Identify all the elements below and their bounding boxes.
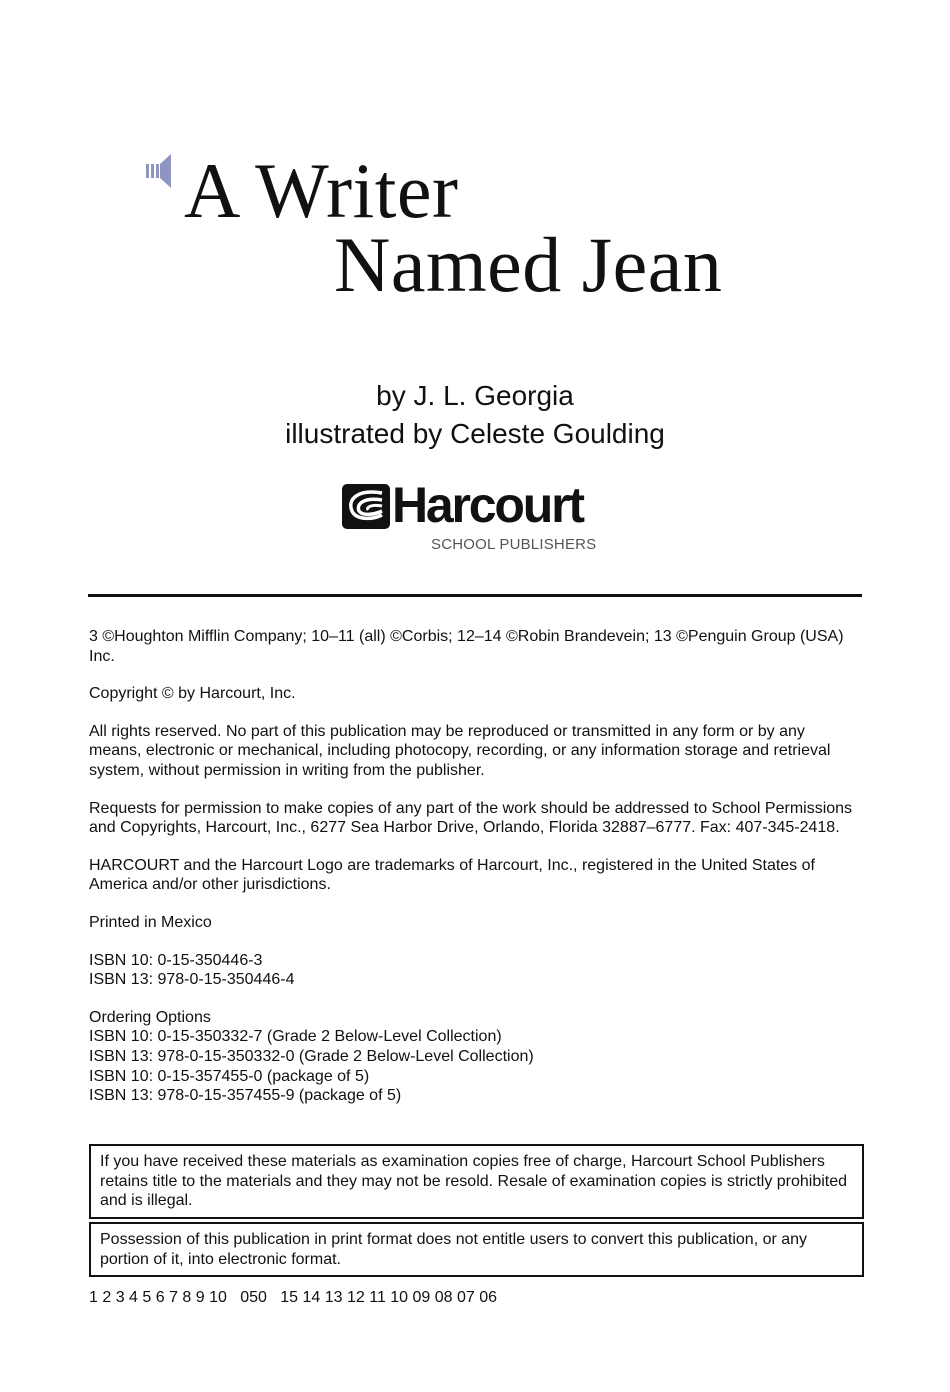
ordering-options [89, 1008, 861, 1106]
divider [88, 594, 862, 597]
isbn-13: ISBN 13: 978-0-15-350446-4 [89, 971, 295, 989]
author-line: by J. L. Georgia [376, 380, 574, 411]
ordering-line: ISBN 13: 978-0-15-350332-0 (Grade 2 Below-Level Collection) [89, 1047, 534, 1065]
speaker-icon[interactable] [146, 153, 172, 189]
copyright-content [89, 627, 861, 1106]
rights-statement: All rights reserved. No part of this publication may be reproduced or transmitted in any form or by any means, electronic or mechanical, including photocopy, recording, or any information storage and retrieval system, without permission in writing from the publisher. [89, 722, 831, 779]
examination-copy-notice: If you have received these materials as examination copies free of charge, Harcourt School Publishers retains title to the materials and they may not be resold. Resale of examination copies is strictly prohibited and is illegal. [89, 1144, 864, 1219]
publisher-division: SCHOOL PUBLISHERS [431, 536, 597, 553]
permissions-request: Requests for permission to make copies of any part of the work should be addressed to School Permissions and Copyrights, Harcourt, Inc., 6277 Sea Harbor Drive, Orlando, Florida 32887–6777. Fax: 407-345-2418. [89, 799, 853, 837]
trademark-statement: HARCOURT and the Harcourt Logo are trademarks of Harcourt, Inc., registered in the United States of America and/or other jurisdictions. [89, 856, 815, 894]
ordering-heading: Ordering Options [89, 1008, 211, 1026]
publisher-name: Harcourt [392, 477, 583, 533]
photo-credits: 3 ©Houghton Mifflin Company; 10–11 (all) ©Corbis; 12–14 ©Robin Brandevein; 13 ©Penguin Group (USA) Inc. [89, 628, 844, 665]
ordering-line: ISBN 10: 0-15-350332-7 (Grade 2 Below-Level Collection) [89, 1028, 502, 1046]
book-title-line-1: A Writer [184, 147, 459, 234]
isbn-10: ISBN 10: 0-15-350446-3 [89, 951, 263, 969]
isbn-block [89, 951, 861, 990]
illustrator-line: illustrated by Celeste Goulding [285, 418, 665, 449]
electronic-format-notice: Possession of this publication in print format does not entitle users to convert this publication, or any portion of it, into electronic format. [89, 1222, 864, 1277]
book-title-line-2: Named Jean [334, 221, 723, 308]
ordering-line: ISBN 10: 0-15-357455-0 (package of 5) [89, 1067, 370, 1085]
print-line: 1 2 3 4 5 6 7 8 9 10 050 15 14 13 12 11 10 09 08 07 06 [89, 1289, 498, 1306]
harcourt-logo-icon [342, 484, 390, 529]
ordering-line: ISBN 13: 978-0-15-357455-9 (package of 5) [89, 1087, 402, 1105]
copyright-line: Copyright © by Harcourt, Inc. [89, 685, 296, 703]
printed-location: Printed in Mexico [89, 913, 212, 931]
